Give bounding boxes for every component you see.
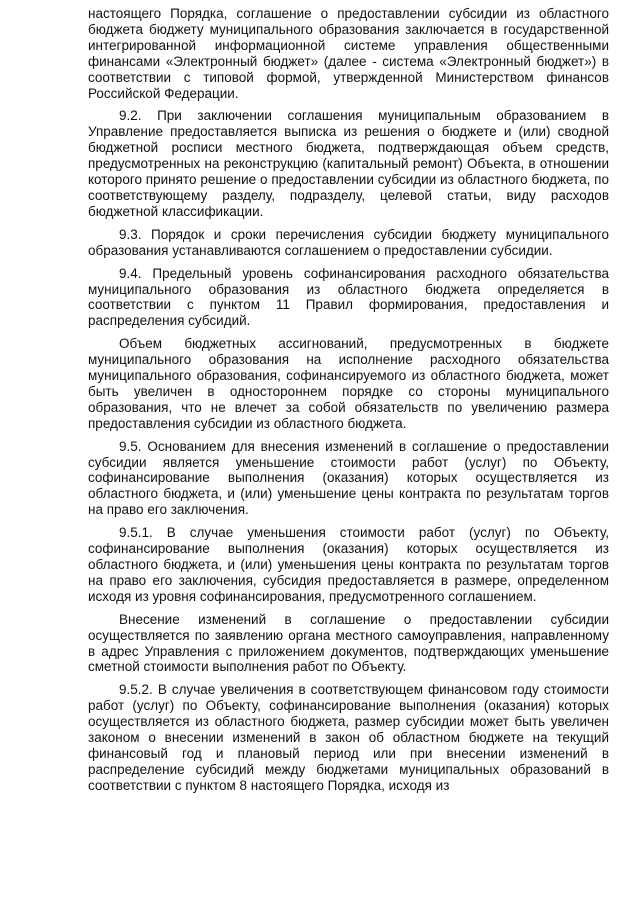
document-page [88, 6, 609, 801]
paragraph-continuation: настоящего Порядка, соглашение о предоставлении субсидии из областного бюджета бюджету муниципального образования заключается в государственной интегрированной информационной системе управления общественными финансами «Электронный бюджет» (далее - система «Электронный бюджет») в соответствии с типовой формой, утвержденной Министерством финансов Российской Федерации. [88, 6, 609, 101]
paragraph-9-5-2: 9.5.2. В случае увеличения в соответствующем финансовом году стоимости работ (услуг) по Объекту, софинансирование выполнения (оказания) которых осуществляется из областного бюджета, размер субсидии может быть увеличен законом о внесении изменений в закон об областном бюджете на текущий финансовый год и плановый период или при внесении изменений в распределение субсидий между бюджетами муниципальных образований в соответствии с пунктом 8 настоящего Порядка, исходя из [88, 682, 609, 793]
paragraph-9-5: 9.5. Основанием для внесения изменений в соглашение о предоставлении субсидии является уменьшение стоимости работ (услуг) по Объекту, софинансирование выполнения (оказания) которых осуществляется из областного бюджета, и (или) уменьшение цены контракта по результатам торгов на право его заключения. [88, 438, 609, 518]
paragraph-amendments: Внесение изменений в соглашение о предоставлении субсидии осуществляется по заявлению органа местного самоуправления, направленному в адрес Управления с приложением документов, подтверждающих уменьшение сметной стоимости выполнения работ по Объекту. [88, 611, 609, 675]
paragraph-9-3: 9.3. Порядок и сроки перечисления субсидии бюджету муниципального образования устанавливаются соглашением о предоставлении субсидии. [88, 226, 609, 258]
paragraph-9-5-1: 9.5.1. В случае уменьшения стоимости работ (услуг) по Объекту, софинансирование выполнения (оказания) которых осуществляется из областного бюджета, и (или) уменьшения цены контракта по результатам торгов на право его заключения, субсидия предоставляется в размере, определенном исходя из уровня софинансирования, предусмотренного соглашением. [88, 525, 609, 604]
paragraph-9-4: 9.4. Предельный уровень софинансирования расходного обязательства муниципального образования из областного бюджета определяется в соответствии с пунктом 11 Правил формирования, предоставления и распределения субсидий. [88, 265, 609, 329]
paragraph-budget-allocations: Объем бюджетных ассигнований, предусмотренных в бюджете муниципального образования на исполнение расходного обязательства муниципального образования, софинансируемого из областного бюджета, может быть увеличен в одностороннем порядке со стороны муниципального образования, что не влечет за собой обязательств по увеличению размера предоставления субсидии из областного бюджета. [88, 336, 609, 431]
paragraph-9-2: 9.2. При заключении соглашения муниципальным образованием в Управление предоставляется выписка из решения о бюджете и (или) сводной бюджетной росписи местного бюджета, подтверждающая объем средств, предусмотренных на реконструкцию (капитальный ремонт) Объекта, в отношении которого принято решение о предоставлении субсидии из областного бюджета, по соответствующему разделу, подразделу, целевой статьи, виду расходов бюджетной классификации. [88, 108, 609, 219]
